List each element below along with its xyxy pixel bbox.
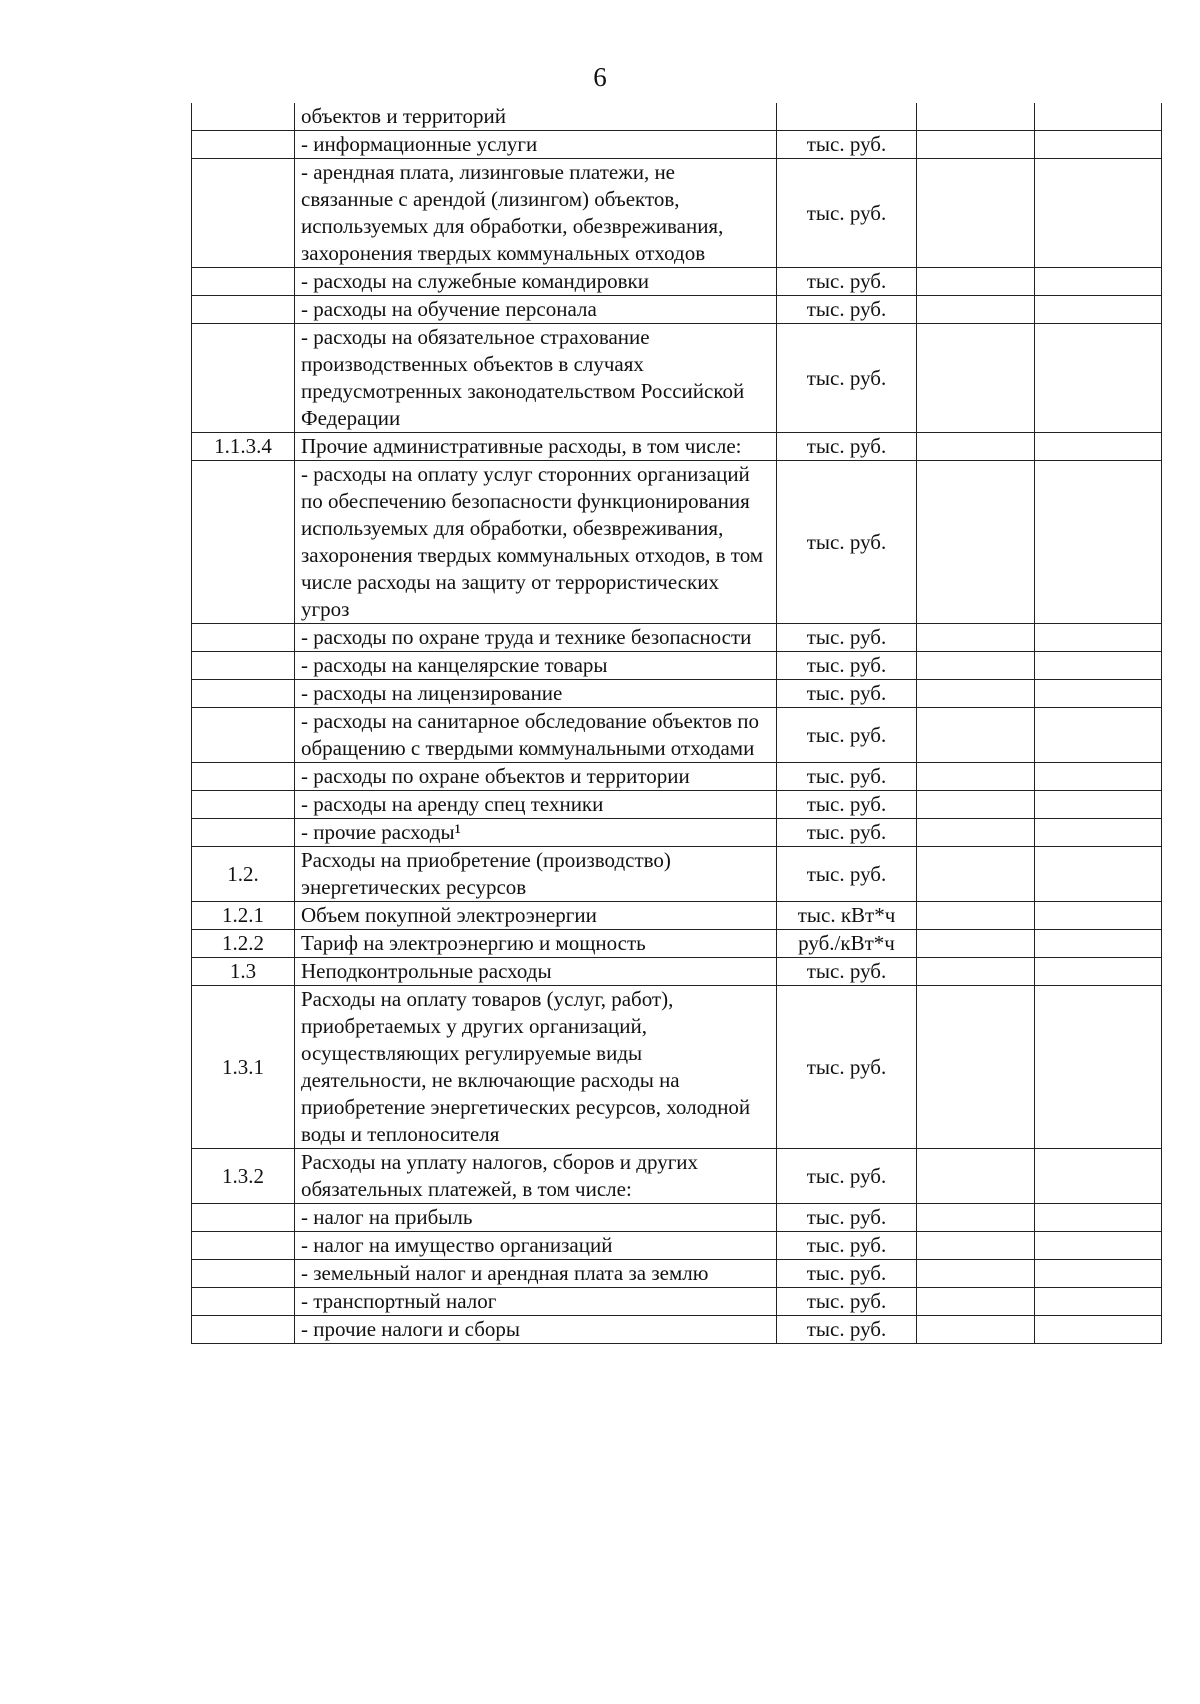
row-value-2-cell: [1035, 461, 1162, 624]
row-name-cell: - налог на имущество организаций: [295, 1232, 777, 1260]
row-value-1-cell: [917, 763, 1035, 791]
row-value-1-cell: [917, 1232, 1035, 1260]
row-value-1-cell: [917, 902, 1035, 930]
table-row: [192, 296, 1162, 324]
row-unit-cell: тыс. руб.: [777, 819, 917, 847]
table-row: [192, 1288, 1162, 1316]
row-value-2-cell: [1035, 131, 1162, 159]
row-unit-cell: тыс. руб.: [777, 624, 917, 652]
row-value-1-cell: [917, 268, 1035, 296]
row-unit-cell: тыс. кВт*ч: [777, 902, 917, 930]
row-name-cell: - информационные услуги: [295, 131, 777, 159]
row-unit-cell: тыс. руб.: [777, 958, 917, 986]
row-value-2-cell: [1035, 986, 1162, 1149]
row-number-cell: [192, 131, 295, 159]
row-name-cell: - транспортный налог: [295, 1288, 777, 1316]
row-name-cell: - прочие налоги и сборы: [295, 1316, 777, 1344]
row-name-cell: - прочие расходы¹: [295, 819, 777, 847]
row-name-cell: - расходы на обязательное страхование производственных объектов в случаях предусмотренных законодательством Российской Федерации: [295, 324, 777, 433]
row-name-cell: объектов и территорий: [295, 103, 777, 131]
row-number-cell: [192, 324, 295, 433]
row-number-cell: [192, 103, 295, 131]
row-value-2-cell: [1035, 433, 1162, 461]
row-value-2-cell: [1035, 680, 1162, 708]
table-row: [192, 791, 1162, 819]
table-row: [192, 680, 1162, 708]
table-row: [192, 159, 1162, 268]
row-value-1-cell: [917, 791, 1035, 819]
row-unit-cell: тыс. руб.: [777, 296, 917, 324]
row-value-1-cell: [917, 680, 1035, 708]
row-value-1-cell: [917, 103, 1035, 131]
row-number-cell: [192, 1316, 295, 1344]
row-name-cell: - земельный налог и арендная плата за землю: [295, 1260, 777, 1288]
table-row: [192, 847, 1162, 902]
row-name-cell: Тариф на электроэнергию и мощность: [295, 930, 777, 958]
table-row: [192, 819, 1162, 847]
row-number-cell: [192, 1232, 295, 1260]
row-name-cell: - расходы на обучение персонала: [295, 296, 777, 324]
row-number-cell: [192, 1260, 295, 1288]
row-value-2-cell: [1035, 1149, 1162, 1204]
row-value-1-cell: [917, 652, 1035, 680]
row-number-cell: [192, 461, 295, 624]
row-value-1-cell: [917, 131, 1035, 159]
table-row: [192, 1316, 1162, 1344]
row-value-2-cell: [1035, 1204, 1162, 1232]
row-unit-cell: тыс. руб.: [777, 708, 917, 763]
row-name-cell: - расходы на оплату услуг сторонних организаций по обеспечению безопасности функционирования используемых для обработки, обезвреживания, захоронения твердых коммунальных отходов, в том числе расходы на защиту от террористических угроз: [295, 461, 777, 624]
row-value-1-cell: [917, 324, 1035, 433]
row-name-cell: - расходы на лицензирование: [295, 680, 777, 708]
row-number-cell: [192, 624, 295, 652]
row-value-1-cell: [917, 847, 1035, 902]
row-unit-cell: тыс. руб.: [777, 1232, 917, 1260]
row-value-2-cell: [1035, 847, 1162, 902]
row-name-cell: - расходы на санитарное обследование объектов по обращению с твердыми коммунальными отходами: [295, 708, 777, 763]
row-name-cell: Прочие административные расходы, в том числе:: [295, 433, 777, 461]
row-unit-cell: тыс. руб.: [777, 1288, 917, 1316]
row-name-cell: Расходы на оплату товаров (услуг, работ), приобретаемых у других организаций, осуществляющих регулируемые виды деятельности, не включающие расходы на приобретение энергетических ресурсов, холодной воды и теплоносителя: [295, 986, 777, 1149]
table-row: [192, 708, 1162, 763]
row-value-1-cell: [917, 1288, 1035, 1316]
row-value-1-cell: [917, 708, 1035, 763]
row-value-1-cell: [917, 930, 1035, 958]
row-name-cell: - арендная плата, лизинговые платежи, не связанные с арендой (лизингом) объектов, используемых для обработки, обезвреживания, захоронения твердых коммунальных отходов: [295, 159, 777, 268]
row-name-cell: - расходы по охране объектов и территории: [295, 763, 777, 791]
row-number-cell: 1.3.1: [192, 986, 295, 1149]
row-unit-cell: тыс. руб.: [777, 461, 917, 624]
row-name-cell: Неподконтрольные расходы: [295, 958, 777, 986]
row-value-2-cell: [1035, 958, 1162, 986]
table-row: [192, 652, 1162, 680]
row-unit-cell: тыс. руб.: [777, 1204, 917, 1232]
row-number-cell: [192, 159, 295, 268]
row-value-2-cell: [1035, 763, 1162, 791]
row-name-cell: - налог на прибыль: [295, 1204, 777, 1232]
row-number-cell: [192, 1204, 295, 1232]
table-row: [192, 268, 1162, 296]
row-unit-cell: тыс. руб.: [777, 131, 917, 159]
row-value-1-cell: [917, 433, 1035, 461]
row-number-cell: [192, 791, 295, 819]
row-unit-cell: тыс. руб.: [777, 159, 917, 268]
table-row: [192, 958, 1162, 986]
row-value-2-cell: [1035, 1316, 1162, 1344]
table-row: [192, 1204, 1162, 1232]
table-row: [192, 986, 1162, 1149]
table-row: [192, 433, 1162, 461]
table-row: [192, 1149, 1162, 1204]
row-value-1-cell: [917, 624, 1035, 652]
row-value-1-cell: [917, 958, 1035, 986]
row-unit-cell: [777, 103, 917, 131]
table-row: [192, 1232, 1162, 1260]
row-value-1-cell: [917, 1316, 1035, 1344]
expenses-table: [191, 103, 1162, 1344]
row-value-2-cell: [1035, 1288, 1162, 1316]
row-value-1-cell: [917, 1204, 1035, 1232]
row-value-2-cell: [1035, 296, 1162, 324]
row-value-2-cell: [1035, 1232, 1162, 1260]
row-unit-cell: тыс. руб.: [777, 791, 917, 819]
table-row: [192, 324, 1162, 433]
table-row: [192, 902, 1162, 930]
row-value-1-cell: [917, 461, 1035, 624]
row-number-cell: 1.2.1: [192, 902, 295, 930]
row-name-cell: - расходы на аренду спец техники: [295, 791, 777, 819]
table-row: [192, 930, 1162, 958]
row-unit-cell: руб./кВт*ч: [777, 930, 917, 958]
row-name-cell: Объем покупной электроэнергии: [295, 902, 777, 930]
row-value-2-cell: [1035, 268, 1162, 296]
page-number: 6: [593, 62, 607, 92]
row-unit-cell: тыс. руб.: [777, 847, 917, 902]
row-number-cell: [192, 652, 295, 680]
row-value-1-cell: [917, 1149, 1035, 1204]
row-number-cell: [192, 1288, 295, 1316]
row-unit-cell: тыс. руб.: [777, 1260, 917, 1288]
row-unit-cell: тыс. руб.: [777, 986, 917, 1149]
row-number-cell: [192, 819, 295, 847]
table-row: [192, 131, 1162, 159]
table-row: [192, 1260, 1162, 1288]
row-unit-cell: тыс. руб.: [777, 763, 917, 791]
table-body: [192, 103, 1162, 1344]
row-unit-cell: тыс. руб.: [777, 1316, 917, 1344]
row-value-1-cell: [917, 1260, 1035, 1288]
row-number-cell: 1.2.: [192, 847, 295, 902]
row-number-cell: 1.1.3.4: [192, 433, 295, 461]
row-unit-cell: тыс. руб.: [777, 433, 917, 461]
row-value-1-cell: [917, 296, 1035, 324]
row-value-2-cell: [1035, 624, 1162, 652]
row-number-cell: [192, 268, 295, 296]
row-value-2-cell: [1035, 819, 1162, 847]
row-unit-cell: тыс. руб.: [777, 680, 917, 708]
row-number-cell: [192, 296, 295, 324]
row-number-cell: 1.3.2: [192, 1149, 295, 1204]
row-number-cell: [192, 708, 295, 763]
row-value-2-cell: [1035, 159, 1162, 268]
row-value-2-cell: [1035, 1260, 1162, 1288]
row-number-cell: 1.3: [192, 958, 295, 986]
row-value-2-cell: [1035, 902, 1162, 930]
row-value-2-cell: [1035, 324, 1162, 433]
row-value-2-cell: [1035, 103, 1162, 131]
row-name-cell: - расходы по охране труда и технике безопасности: [295, 624, 777, 652]
row-value-1-cell: [917, 819, 1035, 847]
row-value-2-cell: [1035, 708, 1162, 763]
row-number-cell: 1.2.2: [192, 930, 295, 958]
table-row: [192, 461, 1162, 624]
row-value-2-cell: [1035, 652, 1162, 680]
row-name-cell: - расходы на служебные командировки: [295, 268, 777, 296]
row-name-cell: Расходы на приобретение (производство) энергетических ресурсов: [295, 847, 777, 902]
row-unit-cell: тыс. руб.: [777, 324, 917, 433]
table-row: [192, 763, 1162, 791]
row-value-1-cell: [917, 986, 1035, 1149]
row-unit-cell: тыс. руб.: [777, 1149, 917, 1204]
row-value-1-cell: [917, 159, 1035, 268]
row-value-2-cell: [1035, 930, 1162, 958]
row-number-cell: [192, 680, 295, 708]
row-unit-cell: тыс. руб.: [777, 652, 917, 680]
row-name-cell: - расходы на канцелярские товары: [295, 652, 777, 680]
row-unit-cell: тыс. руб.: [777, 268, 917, 296]
row-value-2-cell: [1035, 791, 1162, 819]
row-name-cell: Расходы на уплату налогов, сборов и других обязательных платежей, в том числе:: [295, 1149, 777, 1204]
table-row: [192, 103, 1162, 131]
row-number-cell: [192, 763, 295, 791]
table-row: [192, 624, 1162, 652]
